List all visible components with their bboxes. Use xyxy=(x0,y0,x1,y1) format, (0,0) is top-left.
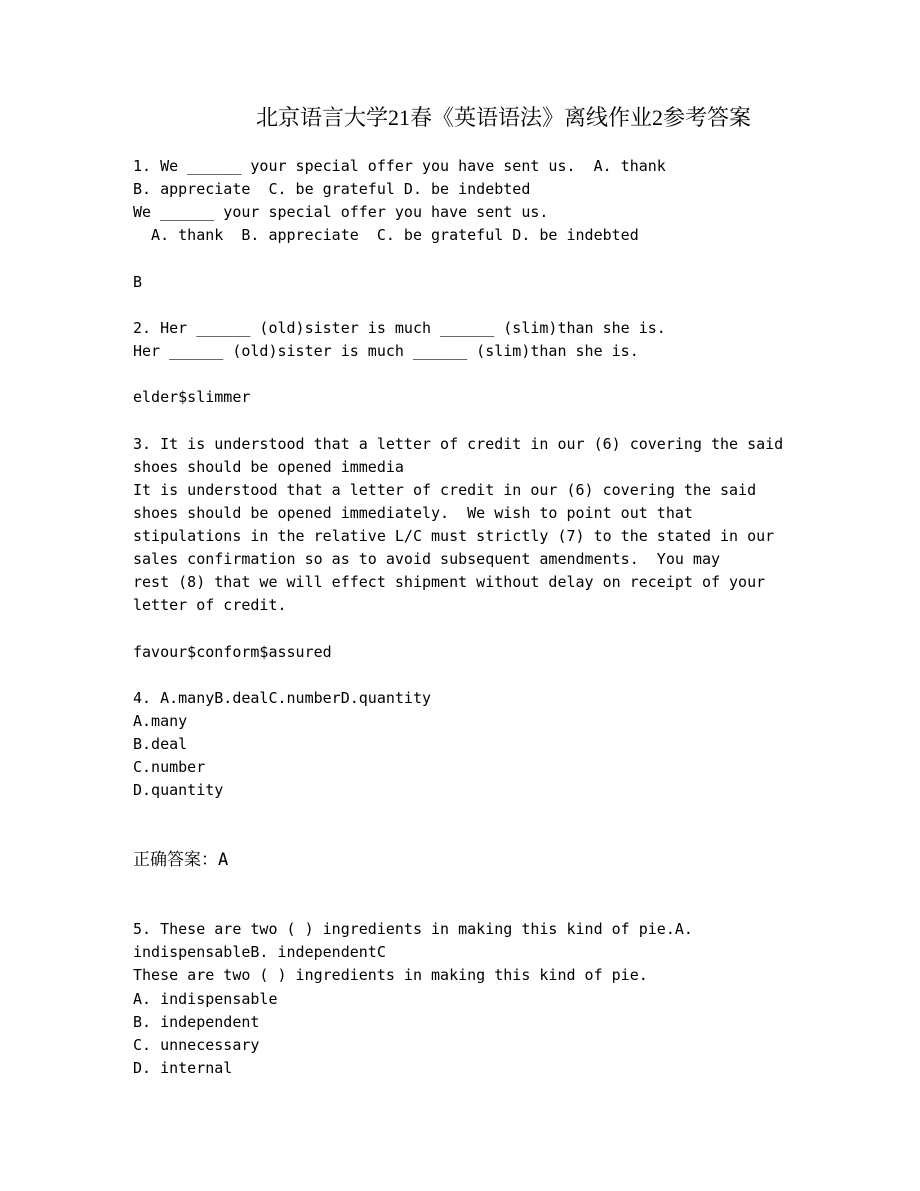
spacer-line xyxy=(133,248,900,271)
spacer-line xyxy=(133,664,900,687)
question-5-line: These are two ( ) ingredients in making this kind of pie. xyxy=(133,966,648,985)
question-3-line: rest (8) that we will effect shipment without delay on receipt of your xyxy=(133,573,766,592)
question-4-line: 4. A.manyB.dealC.numberD.quantity xyxy=(133,688,432,707)
question-5-line: B. independent xyxy=(133,1012,260,1031)
spacer-line xyxy=(133,294,900,317)
question-5-line: 5. These are two ( ) ingredients in making this kind of pie.A. xyxy=(133,920,693,939)
spacer-line xyxy=(133,618,900,641)
question-3-line: shoes should be opened immediately. We wish to point out that xyxy=(133,503,693,522)
question-1-line: A. thank B. appreciate C. be grateful D. be indebted xyxy=(133,226,639,245)
question-3-line: stipulations in the relative L/C must strictly (7) to the stated in our xyxy=(133,527,775,545)
question-3-line: 3. It is understood that a letter of credit in our (6) covering the said xyxy=(133,434,784,453)
document-title: 北京语言大学21春《英语语法》离线作业2参考答案 xyxy=(256,105,752,130)
question-3-line: letter of credit. xyxy=(133,596,287,615)
document-body xyxy=(133,155,900,1080)
question-2-line: Her ______ (old)sister is much ______ (slim)than she is. xyxy=(133,342,639,360)
question-3-line: shoes should be opened immedia xyxy=(133,457,404,476)
spacer-line xyxy=(133,363,900,386)
answer-1-line: B xyxy=(133,272,143,291)
question-2-line: 2. Her ______ (old)sister is much ______ (slim)than she is. xyxy=(133,318,666,337)
question-4-line: C.number xyxy=(133,758,206,777)
question-4-line: A.many xyxy=(133,712,188,730)
spacer-line xyxy=(133,803,900,826)
question-4-line: D.quantity xyxy=(133,781,224,800)
question-4-line: B.deal xyxy=(133,735,188,754)
question-3-line: It is understood that a letter of credit in our (6) covering the said xyxy=(133,480,757,499)
answer-3-line: favour$conform$assured xyxy=(133,642,332,661)
question-5-line: C. unnecessary xyxy=(133,1035,260,1054)
answer-2-line: elder$slimmer xyxy=(133,388,251,407)
question-5-line: A. indispensable xyxy=(133,989,278,1008)
spacer-line xyxy=(133,409,900,432)
question-1-line: We ______ your special offer you have sent us. xyxy=(133,203,549,222)
answer-4-line: 正确答案：A xyxy=(133,849,229,870)
spacer-line xyxy=(133,826,900,849)
spacer-line xyxy=(133,872,900,895)
question-1-line: B. appreciate C. be grateful D. be indebted xyxy=(133,180,531,199)
question-3-line: sales confirmation so as to avoid subsequent amendments. You may xyxy=(133,550,720,569)
question-1-line: 1. We ______ your special offer you have sent us. A. thank xyxy=(133,157,666,175)
question-5-line: indispensableB. independentC xyxy=(133,943,386,962)
question-5-line: D. internal xyxy=(133,1058,233,1077)
spacer-line xyxy=(133,895,900,918)
